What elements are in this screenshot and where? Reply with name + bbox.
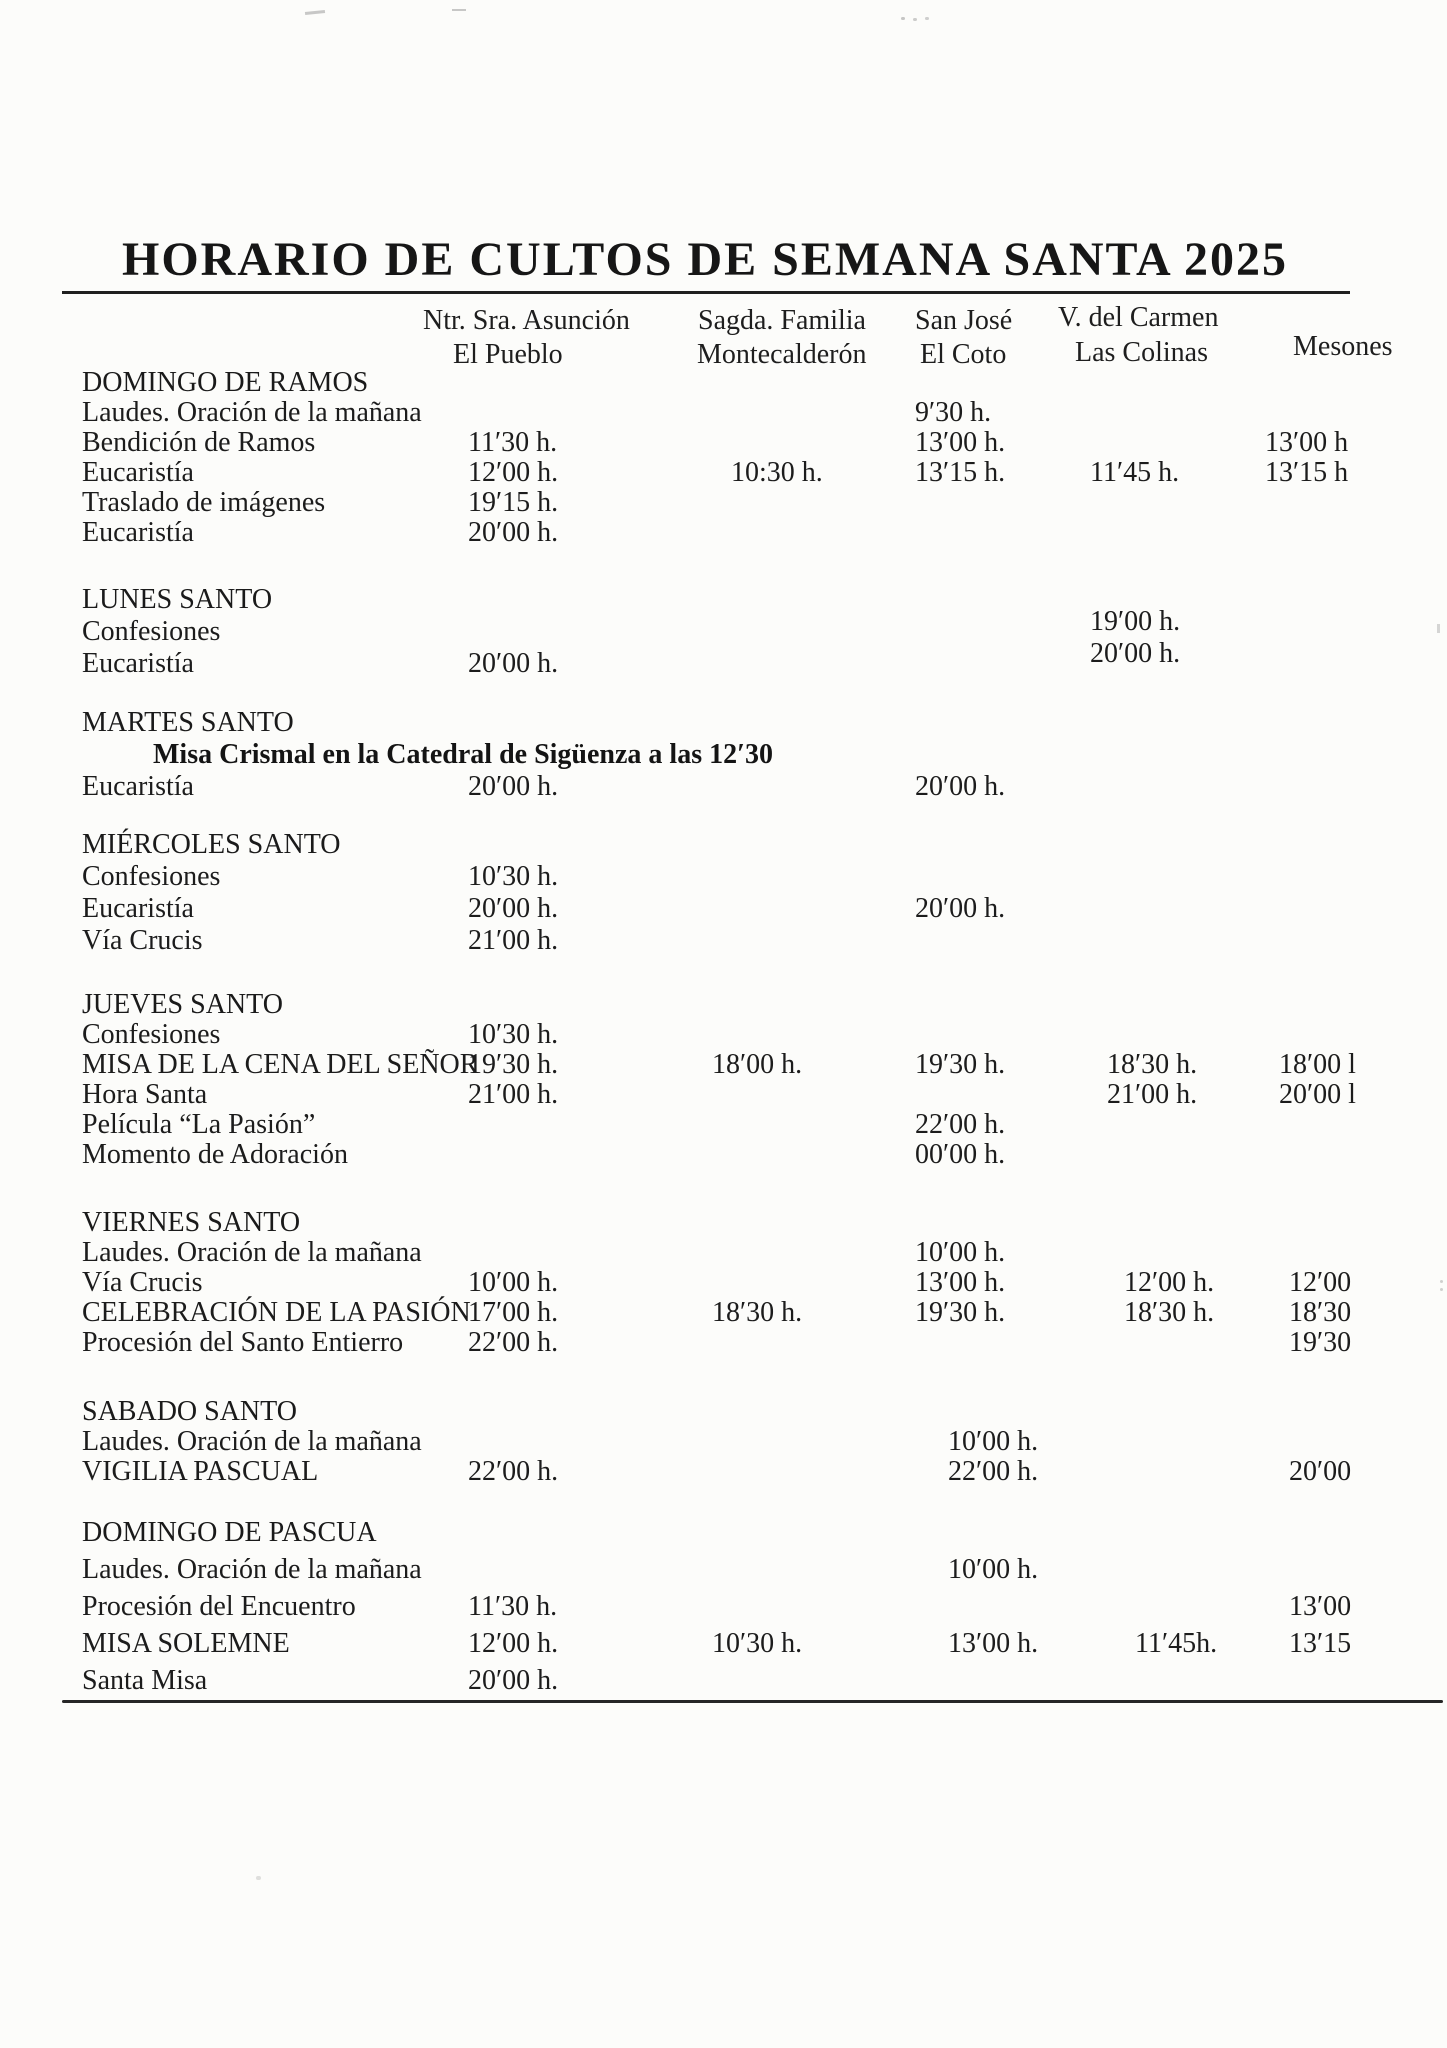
title-underline	[62, 291, 1350, 294]
time-asuncion: 11′30 h.	[468, 1591, 558, 1622]
time-san-jose: 13′15 h.	[915, 457, 1006, 488]
time-asuncion: 20′00 h.	[468, 893, 559, 924]
celebration-label: Procesión del Santo Entierro	[82, 1327, 404, 1358]
time-mesones: 20′00	[1289, 1456, 1352, 1487]
schedule-row	[62, 1268, 1447, 1298]
schedule-row	[62, 894, 1447, 926]
schedule-row	[62, 1629, 1447, 1666]
celebration-label: Vía Crucis	[82, 925, 203, 956]
time-san-jose: 20′00 h.	[915, 771, 1006, 802]
time-sagda-familia: 10:30 h.	[731, 457, 823, 488]
day-title: SABADO SANTO	[82, 1396, 297, 1427]
time-sagda-familia: 18′30 h.	[712, 1297, 803, 1328]
time-mesones: 13′15 h	[1265, 457, 1349, 488]
day-title: MIÉRCOLES SANTO	[82, 829, 341, 860]
time-asuncion: 20′00 h.	[468, 648, 559, 679]
celebration-label: Laudes. Oración de la mañana	[82, 1237, 422, 1268]
scan-artifact	[305, 10, 325, 15]
time-asuncion: 22′00 h.	[468, 1327, 559, 1358]
column-subheader-montecalderon: Montecalderón	[697, 339, 867, 370]
section-lunes-santo	[62, 585, 1447, 681]
schedule-row	[62, 518, 1447, 548]
celebration-label: Película “La Pasión”	[82, 1109, 316, 1140]
time-asuncion: 21′00 h.	[468, 925, 559, 956]
section-jueves-santo	[62, 990, 1447, 1170]
celebration-label: Traslado de imágenes	[82, 487, 326, 518]
schedule-row	[62, 1592, 1447, 1629]
day-title: JUEVES SANTO	[82, 989, 283, 1020]
time-san-jose: 13′00 h.	[915, 427, 1006, 458]
schedule-row	[62, 606, 1447, 649]
celebration-label: Momento de Adoración	[82, 1139, 348, 1170]
time-asuncion: 17′00 h.	[468, 1297, 559, 1328]
time-san-jose: 20′00 h.	[915, 893, 1006, 924]
celebration-label: MISA DE LA CENA DEL SEÑOR	[82, 1049, 479, 1080]
section-miercoles-santo	[62, 830, 1447, 958]
celebration-label: Eucaristía	[82, 893, 194, 924]
time-v-del-carmen: 12′00 h.	[1124, 1267, 1215, 1298]
time-asuncion: 20′00 h.	[468, 517, 559, 548]
time-san-jose: 22′00 h.	[915, 1109, 1006, 1140]
schedule-row	[62, 926, 1447, 958]
time-san-jose: 00′00 h.	[915, 1139, 1006, 1170]
column-header-asuncion: Ntr. Sra. Asunción	[423, 305, 630, 336]
time-asuncion: 22′00 h.	[468, 1456, 559, 1487]
column-header-mesones: Mesones	[1293, 331, 1393, 362]
time-v-del-carmen: 19′00 h.	[1090, 606, 1181, 637]
time-asuncion: 19′30 h.	[468, 1049, 559, 1080]
section-domingo-ramos	[62, 368, 1447, 548]
day-title: MARTES SANTO	[82, 707, 294, 738]
time-mesones: 18′30	[1289, 1297, 1352, 1328]
time-asuncion: 11′30 h.	[468, 427, 558, 458]
celebration-label: Eucaristía	[82, 648, 194, 679]
time-mesones: 12′00	[1289, 1267, 1352, 1298]
time-asuncion: 10′30 h.	[468, 1019, 559, 1050]
schedule-row	[62, 1666, 1447, 1703]
time-v-del-carmen: 21′00 h.	[1107, 1079, 1198, 1110]
time-asuncion: 10′00 h.	[468, 1267, 559, 1298]
time-mesones: 20′00 l	[1279, 1079, 1356, 1110]
celebration-label: Vía Crucis	[82, 1267, 203, 1298]
schedule-row	[62, 1457, 1447, 1487]
time-san-jose: 10′00 h.	[915, 1237, 1006, 1268]
schedule-row	[62, 772, 1447, 804]
schedule-row	[62, 428, 1447, 458]
column-subheader-el-pueblo: El Pueblo	[453, 339, 563, 370]
time-san-jose: 22′00 h.	[948, 1456, 1039, 1487]
time-v-del-carmen: 18′30 h.	[1107, 1049, 1198, 1080]
time-asuncion: 12′00 h.	[468, 457, 559, 488]
schedule-row	[62, 638, 1447, 681]
time-san-jose: 19′30 h.	[915, 1297, 1006, 1328]
celebration-label: Bendición de Ramos	[82, 427, 316, 458]
schedule-row	[62, 1427, 1447, 1457]
celebration-label: Laudes. Oración de la mañana	[82, 397, 422, 428]
column-subheader-las-colinas: Las Colinas	[1075, 337, 1208, 368]
time-sagda-familia: 18′00 h.	[712, 1049, 803, 1080]
schedule-row	[62, 1050, 1447, 1080]
chrism-mass-note: Misa Crismal en la Catedral de Sigüenza a las 12′30	[153, 739, 773, 770]
day-title: DOMINGO DE RAMOS	[82, 367, 369, 398]
time-mesones: 13′00 h	[1265, 427, 1349, 458]
time-san-jose: 10′00 h.	[948, 1426, 1039, 1457]
celebration-label: Confesiones	[82, 1019, 221, 1050]
column-header-v-del-carmen: V. del Carmen	[1058, 302, 1219, 333]
schedule-row	[62, 488, 1447, 518]
time-sagda-familia: 10′30 h.	[712, 1628, 803, 1659]
scan-artifact	[256, 1876, 261, 1880]
time-v-del-carmen: 11′45h.	[1135, 1628, 1218, 1659]
section-sabado-santo	[62, 1397, 1447, 1487]
celebration-label: VIGILIA PASCUAL	[82, 1456, 319, 1487]
day-title: LUNES SANTO	[82, 584, 273, 615]
time-san-jose: 13′00 h.	[948, 1628, 1039, 1659]
section-martes-santo	[62, 708, 1447, 804]
celebration-label: Confesiones	[82, 616, 221, 647]
time-san-jose: 19′30 h.	[915, 1049, 1006, 1080]
time-asuncion: 10′30 h.	[468, 861, 559, 892]
celebration-label: Hora Santa	[82, 1079, 208, 1110]
schedule-row	[62, 1140, 1447, 1170]
celebration-label: MISA SOLEMNE	[82, 1628, 290, 1659]
celebration-label: Laudes. Oración de la mañana	[82, 1426, 422, 1457]
time-asuncion: 20′00 h.	[468, 1665, 559, 1696]
time-asuncion: 12′00 h.	[468, 1628, 559, 1659]
time-san-jose: 9′30 h.	[915, 397, 992, 428]
day-title: VIERNES SANTO	[82, 1207, 301, 1238]
time-san-jose: 10′00 h.	[948, 1554, 1039, 1585]
column-header-sagda-familia: Sagda. Familia	[698, 305, 866, 336]
time-asuncion: 20′00 h.	[468, 771, 559, 802]
schedule-row	[62, 1080, 1447, 1110]
time-mesones: 18′00 l	[1279, 1049, 1356, 1080]
day-title: DOMINGO DE PASCUA	[82, 1517, 377, 1548]
celebration-label: Eucaristía	[82, 517, 194, 548]
time-asuncion: 21′00 h.	[468, 1079, 559, 1110]
schedule-row	[62, 1020, 1447, 1050]
schedule-row	[62, 458, 1447, 488]
schedule-row	[62, 1298, 1447, 1328]
time-v-del-carmen: 11′45 h.	[1090, 457, 1180, 488]
scan-artifact	[452, 9, 466, 11]
celebration-label: Santa Misa	[82, 1665, 208, 1696]
time-asuncion: 19′15 h.	[468, 487, 559, 518]
schedule-row	[62, 1110, 1447, 1140]
celebration-label: Eucaristía	[82, 457, 194, 488]
schedule-row	[62, 1555, 1447, 1592]
time-mesones: 19′30	[1289, 1327, 1352, 1358]
section-viernes-santo	[62, 1208, 1447, 1358]
time-mesones: 13′00	[1289, 1591, 1352, 1622]
time-mesones: 13′15	[1289, 1628, 1352, 1659]
page-title: HORARIO DE CULTOS DE SEMANA SANTA 2025	[122, 233, 1289, 286]
schedule-row	[62, 398, 1447, 428]
time-v-del-carmen: 18′30 h.	[1124, 1297, 1215, 1328]
celebration-label: Eucaristía	[82, 771, 194, 802]
time-san-jose: 13′00 h.	[915, 1267, 1006, 1298]
column-header-san-jose: San José	[915, 305, 1013, 336]
time-v-del-carmen: 20′00 h.	[1090, 638, 1181, 669]
schedule-row	[62, 1328, 1447, 1358]
celebration-label: Laudes. Oración de la mañana	[82, 1554, 422, 1585]
celebration-label: Procesión del Encuentro	[82, 1591, 356, 1622]
bottom-rule	[62, 1700, 1443, 1703]
schedule-row	[62, 1238, 1447, 1268]
celebration-label: CELEBRACIÓN DE LA PASIÓN	[82, 1297, 471, 1328]
column-subheader-el-coto: El Coto	[920, 339, 1007, 370]
scan-artifact	[901, 17, 905, 20]
schedule-row	[62, 862, 1447, 894]
celebration-label: Confesiones	[82, 861, 221, 892]
section-domingo-pascua	[62, 1518, 1447, 1703]
